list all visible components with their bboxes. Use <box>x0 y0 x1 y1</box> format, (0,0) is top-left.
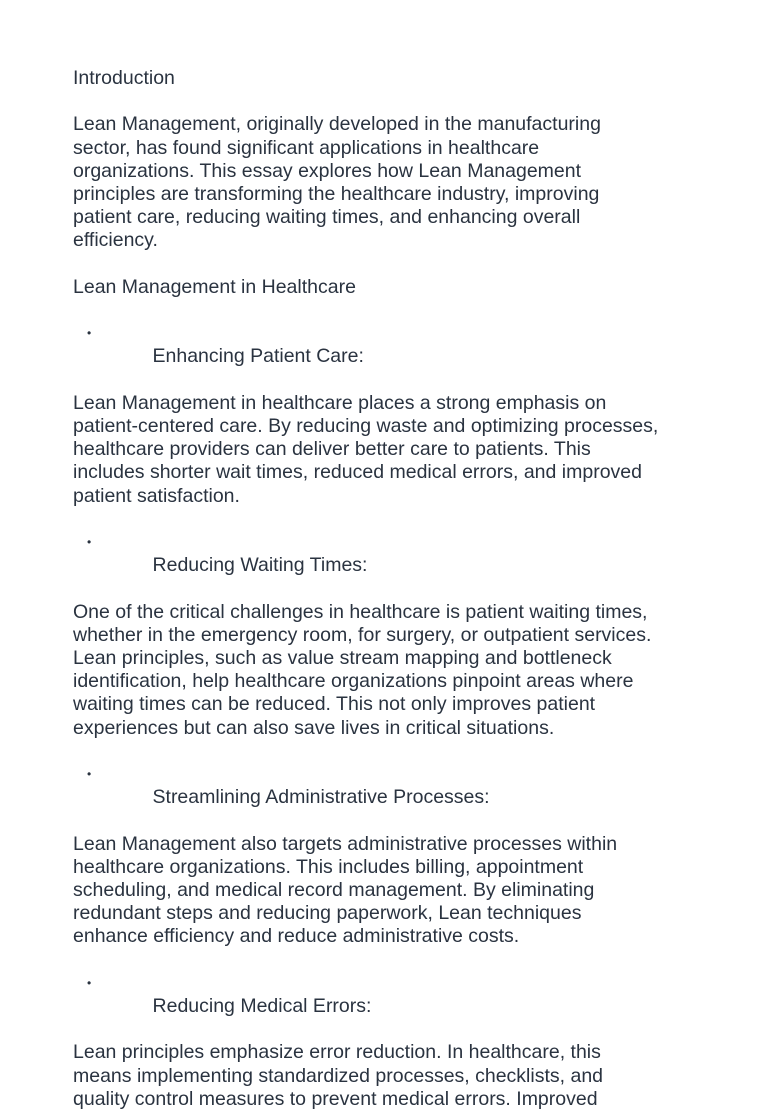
spacer <box>73 949 713 972</box>
bullet-item <box>73 763 713 833</box>
paragraph-line: patient-centered care. By reducing waste and optimizing processes, <box>73 415 659 437</box>
spacer <box>73 740 713 763</box>
bullet-title: Reducing Waiting Times: <box>152 554 368 577</box>
paragraph-line: quality control measures to prevent medical errors. Improved <box>73 1087 598 1110</box>
paragraph-line: principles are transforming the healthcare industry, improving <box>73 183 600 205</box>
paragraph-line: identification, help healthcare organizations pinpoint areas where <box>73 670 634 693</box>
section-enhancing-patient-care <box>73 322 713 508</box>
section-reducing-waiting-times <box>73 531 713 740</box>
paragraph-line: includes shorter wait times, reduced medical errors, and improved <box>73 461 642 484</box>
paragraph-line: patient satisfaction. <box>73 484 240 507</box>
paragraph-line: enhance efficiency and reduce administrative costs. <box>73 925 520 948</box>
paragraph-line: efficiency. <box>73 229 158 252</box>
paragraph-line: whether in the emergency room, for surgery, or outpatient services. <box>73 623 652 646</box>
bullet-item <box>73 322 713 392</box>
spacer <box>73 253 713 276</box>
section-heading: Lean Management in Healthcare <box>73 275 356 298</box>
intro-paragraph <box>73 113 713 252</box>
bullet-title: Enhancing Patient Care: <box>152 345 364 368</box>
paragraph-line: One of the critical challenges in healthcare is patient waiting times, <box>73 600 648 623</box>
document-page <box>73 67 713 1111</box>
paragraph-line: waiting times can be reduced. This not only improves patient <box>73 693 596 716</box>
paragraph-line: means implementing standardized processes, checklists, and <box>73 1064 604 1087</box>
paragraph-line: sector, has found significant applications in healthcare <box>73 136 540 159</box>
paragraph-line: patient care, reducing waiting times, and enhancing overall <box>73 206 581 229</box>
bullet-item <box>73 972 713 1042</box>
paragraph-line: Lean principles, such as value stream mapping and bottleneck <box>73 647 612 670</box>
paragraph-line: redundant steps and reducing paperwork, Lean techniques <box>73 902 582 925</box>
bullet-title: Reducing Medical Errors: <box>152 995 372 1018</box>
bullet-dot: • <box>87 535 92 549</box>
paragraph-line: organizations. This essay explores how Lean Management <box>73 159 582 182</box>
bullet-item <box>73 531 713 601</box>
spacer <box>73 508 713 531</box>
spacer <box>73 90 713 113</box>
section-reducing-medical-errors <box>73 972 713 1111</box>
paragraph-line: Lean principles emphasize error reduction. In healthcare, this <box>73 1041 601 1064</box>
bullet-dot: • <box>87 326 92 341</box>
paragraph-line: Lean Management, originally developed in the manufacturing <box>73 113 601 136</box>
paragraph-line: healthcare providers can deliver better care to patients. This <box>73 438 591 461</box>
paragraph-line: Lean Management in healthcare places a strong emphasis on <box>73 391 607 414</box>
paragraph-line: healthcare organizations. This includes billing, appointment <box>73 855 584 878</box>
paragraph-line: experiences but can also save lives in critical situations. <box>73 716 555 739</box>
spacer <box>73 299 713 322</box>
bullet-dot: • <box>87 767 92 782</box>
intro-heading: Introduction <box>73 67 175 89</box>
bullet-title: Streamlining Administrative Processes: <box>152 786 490 809</box>
paragraph-line: scheduling, and medical record management. By eliminating <box>73 879 595 902</box>
section-streamlining-administrative-processes <box>73 763 713 949</box>
bullet-dot: • <box>87 975 92 990</box>
paragraph-line: Lean Management also targets administrative processes within <box>73 832 618 855</box>
